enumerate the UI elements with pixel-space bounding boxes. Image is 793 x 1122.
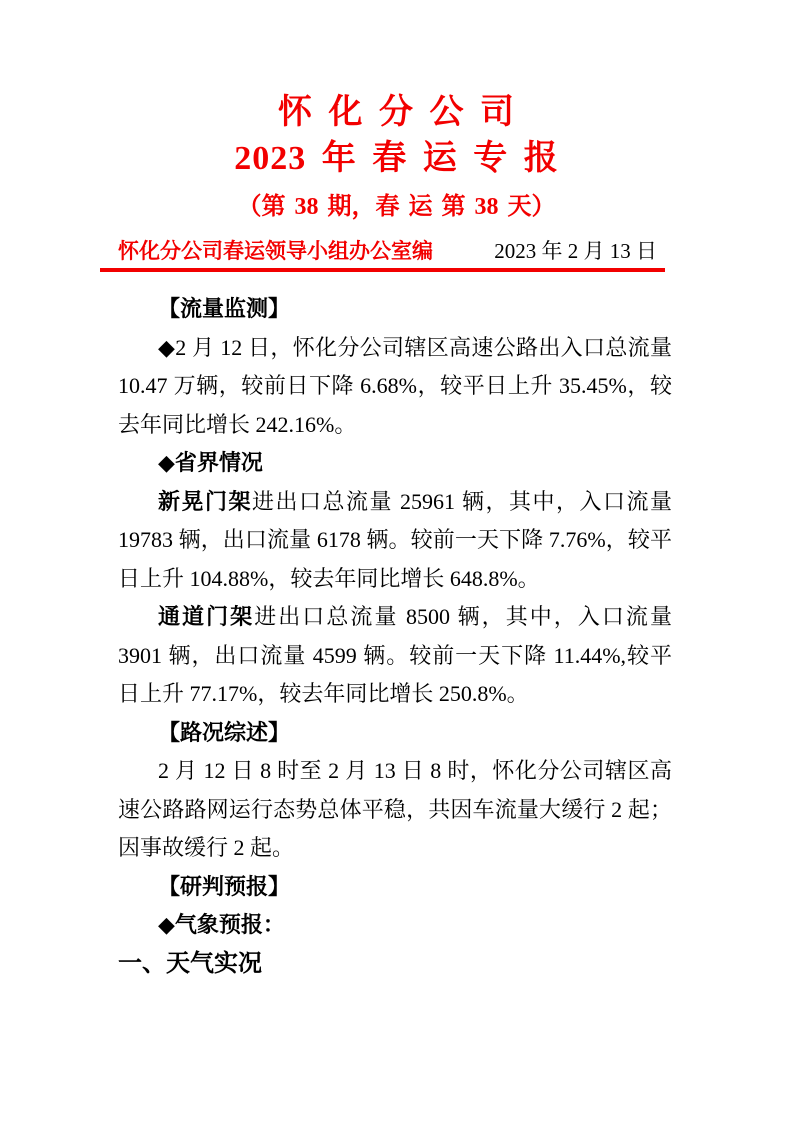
red-divider-rule xyxy=(100,268,665,272)
doc-title-issue-number: （第 38 期，春 运 第 38 天） xyxy=(237,194,556,220)
doc-title-company: 怀 化 分 公 司 xyxy=(278,94,515,131)
xinhuang-gantry-lead: 新晃门架 xyxy=(158,488,252,514)
subsection-title-provincial-border: ◆省界情况 xyxy=(158,450,263,475)
paragraph-xinhuang-gantry xyxy=(118,483,672,599)
paragraph-total-traffic: ◆2 月 12 日，怀化分公司辖区高速公路出入口总流量 10.47 万辆，较前日下降 6.68%，较平日上升 35.45%，较去年同比增长 242.16%。 xyxy=(118,334,672,437)
masthead-editor-label: 怀化分公司春运领导小组办公室编 xyxy=(118,239,433,263)
document-body xyxy=(118,290,672,983)
tongdao-gantry-lead: 通道门架 xyxy=(158,604,255,629)
title-block xyxy=(0,0,793,224)
paragraph-tongdao-gantry xyxy=(118,598,672,714)
doc-title-report: 2023 年 春 运 专 报 xyxy=(234,140,559,177)
masthead-date: 2023 年 2 月 13 日 xyxy=(494,239,657,263)
tongdao-gantry-text: 进出口总流量 8500 辆，其中，入口流量 3901 辆，出口流量 4599 辆。较前一天下降 11.44%,较平日上升 77.17%，较去年同比增长 250.8%。 xyxy=(118,604,672,706)
masthead-row xyxy=(118,238,657,264)
heading-weather-actual: 一、天气实况 xyxy=(118,950,262,977)
section-title-traffic-monitoring: 【流量监测】 xyxy=(158,296,291,321)
paragraph-road-network: 2 月 12 日 8 时至 2 月 13 日 8 时，怀化分公司辖区高速公路路网运行态势总体平稳，共因车流量大缓行 2 起；因事故缓行 2 起。 xyxy=(118,758,672,860)
subsection-title-weather-forecast: ◆气象预报： xyxy=(158,912,285,937)
xinhuang-gantry-text: 进出口总流量 25961 辆，其中，入口流量 19783 辆，出口流量 6178 辆。较前一天下降 7.76%，较平日上升 104.88%，较去年同比增长 648.8%。 xyxy=(118,488,672,591)
section-title-road-conditions: 【路况综述】 xyxy=(158,719,291,745)
section-title-forecast: 【研判预报】 xyxy=(158,873,291,899)
